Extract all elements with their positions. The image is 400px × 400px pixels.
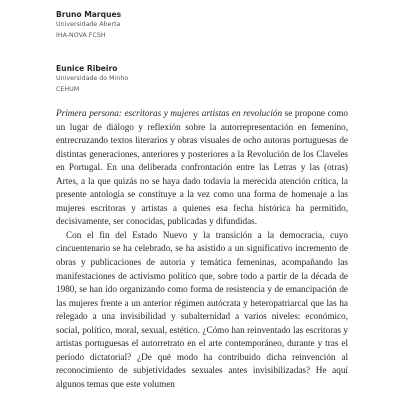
author-affiliation: IHA-NOVA FCSH (56, 31, 106, 39)
book-title: Primera persona: escritoras y mujeres artistas en revolución (56, 108, 283, 118)
paragraph: Con el fin del Estado Nuevo y la transición a la democracia, cuyo cincuentenario se ha celebrado, se ha asistido a un significativo incremento de obras y publicaciones de autoría y temática femeninas, acompañando las manifestaciones de activismo político que, sobre todo a partir de la década de 1980, se han ido organizando como forma de resistencia y de emancipación de las mujeres frente a un anterior régimen autócrata y heteropatriarcal que las ha relegado a una invisibilidad y subalternidad a varios niveles: económico, social, político, moral, sexual, estético. ¿Cómo han reinventado las escritoras y artistas portuguesas el autorretrato en el arte contemporáneo, durante y tras el período dictatorial? ¿De qué modo ha contribuido dicha reinvención al reconocimiento de subjetividades sexuales antes invisibilizadas? He aquí algunos temas que este volumen (56, 229, 348, 389)
paragraph-text: se propone como un lugar de diálogo y reflexión sobre la autorrepresentación en femenino, entrecruzando textos literarios y obras visuales de ocho autoras portuguesas de distintas generaciones, anteriores y posteriores a la Revolución de los Claveles en Portugal. En una deliberada confrontación entre las Letras y las (otras) Artes, a la que quizás no se haya dado todavía la merecida atención crítica, la presente antología se constituye a la vez como una forma de homenaje a las mujeres escritoras y artistas a quienes esa fecha histórica ha permitido, decisivamente, ser conocidas, publicadas y difundidas. (56, 108, 348, 227)
author-block (56, 10, 121, 41)
author-affiliation: CEHUM (56, 85, 80, 93)
paragraph (56, 107, 348, 229)
author-affiliation: Universidade do Minho (56, 75, 129, 82)
author-block (56, 64, 128, 95)
author-affiliation: Universidade Aberta (56, 21, 121, 28)
author-name: Bruno Marques (56, 10, 122, 19)
author-name: Eunice Ribeiro (56, 64, 118, 73)
body-text (56, 107, 348, 391)
